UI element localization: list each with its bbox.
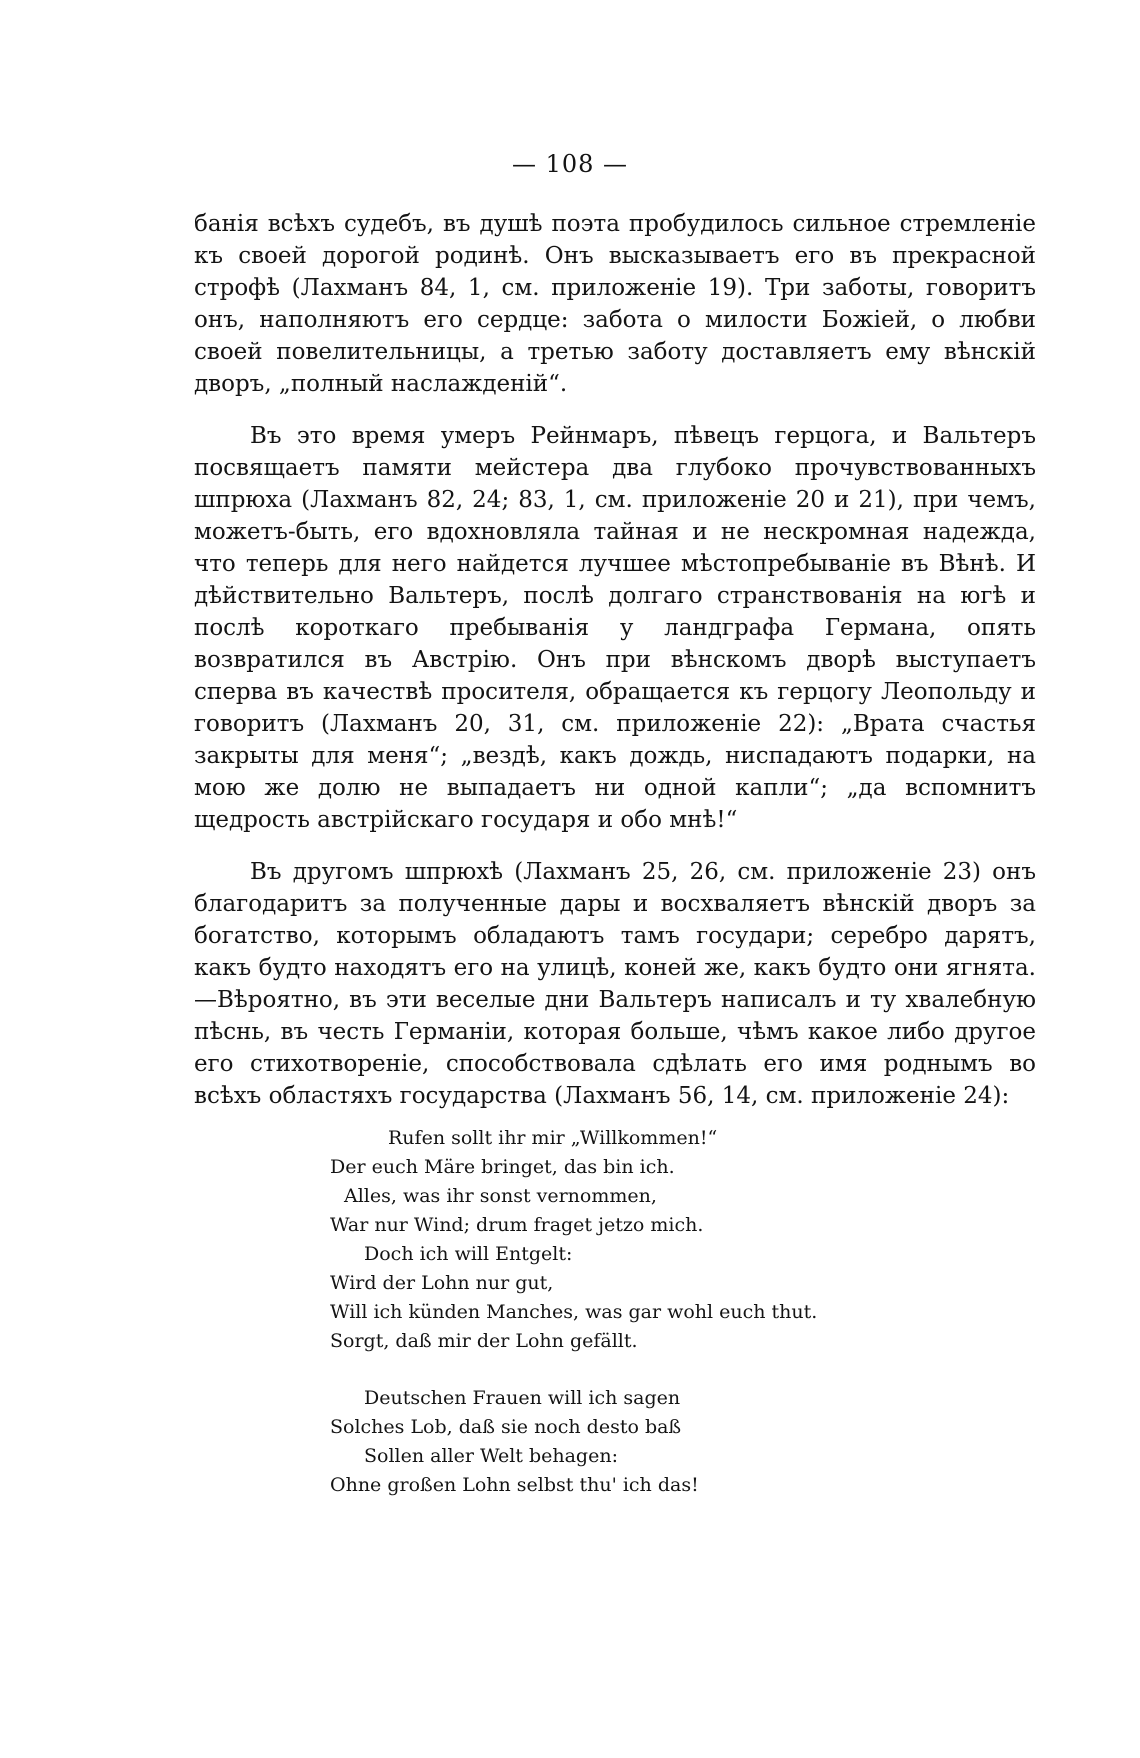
paragraph: Въ это время умеръ Рейнмаръ, пѣвецъ герцога, и Вальтеръ посвящаетъ памяти мейстера два глубоко прочувствованныхъ шпрюха (Лахманъ 82, 24; 83, 1, см. приложеніе 20 и 21), при чемъ, можетъ-быть, его вдохновляла тайная и не нескромная надежда, что теперь для него найдется лучшее мѣстопребываніе въ Вѣнѣ. И дѣйствительно Вальтеръ, послѣ долгаго странствованія на югѣ и послѣ короткаго пребыванія у ландграфа Германа, опять возвратился въ Австрію. Онъ при вѣнскомъ дворѣ выступаетъ сперва въ качествѣ просителя, обращается къ герцогу Леопольду и говоритъ (Лахманъ 20, 31, см. приложеніе 22): „Врата счастья закрыты для меня“; „вездѣ, какъ дождь, ниспадаютъ подарки, на мою же долю не выпадаетъ ни одной капли“; „да вспомнитъ щедрость австрійскаго государя и обо мнѣ!“: [194, 423, 1036, 833]
poem-line: Deutschen Frauen will ich sagen: [364, 1387, 681, 1409]
poem-stanza: [330, 1124, 890, 1356]
poem-line: Sorgt, daß mir der Lohn gefällt.: [330, 1330, 638, 1352]
page-number: — 108 —: [511, 150, 629, 178]
paragraph: Въ другомъ шпрюхѣ (Лахманъ 25, 26, см. приложеніе 23) онъ благодаритъ за полученные дары и восхваляетъ вѣнскій дворъ за богатство, которымъ обладаютъ тамъ государи; серебро дарятъ, какъ будто находятъ его на улицѣ, коней же, какъ будто они ягнята.—Вѣроятно, въ эти веселые дни Вальтеръ написалъ и ту хвалебную пѣснь, въ честь Германіи, которая больше, чѣмъ какое либо другое его стихотвореніе, способствовала сдѣлать его имя роднымъ во всѣхъ областяхъ государства (Лахманъ 56, 14, см. приложеніе 24):: [194, 859, 1036, 1109]
poem-line: Der euch Märe bringet, das bin ich.: [330, 1156, 675, 1178]
poem: [330, 1124, 890, 1528]
poem-line: War nur Wind; drum fraget jetzo mich.: [330, 1214, 704, 1236]
poem-line: Will ich künden Manches, was gar wohl euch thut.: [330, 1301, 818, 1323]
poem-line: Rufen sollt ihr mir „Willkommen!“: [388, 1127, 718, 1149]
poem-line: Sollen aller Welt behagen:: [364, 1445, 618, 1467]
poem-line: Alles, was ihr sonst vernommen,: [344, 1185, 657, 1207]
body-text: [194, 208, 1036, 1132]
poem-line: Ohne großen Lohn selbst thu' ich das!: [330, 1474, 699, 1496]
poem-line: Wird der Lohn nur gut,: [330, 1272, 554, 1294]
paragraph: банія всѣхъ судебъ, въ душѣ поэта пробудилось сильное стремленіе къ своей дорогой родинѣ. Онъ высказываетъ его въ прекрасной строфѣ (Лахманъ 84, 1, см. приложеніе 19). Три заботы, говоритъ онъ, наполняютъ его сердце: забота о милости Божіей, о любви своей повелительницы, а третью заботу доставляетъ ему вѣнскій дворъ, „полный наслажденій“.: [194, 211, 1036, 397]
poem-line: Doch ich will Entgelt:: [364, 1243, 573, 1265]
poem-stanza: [330, 1384, 890, 1500]
poem-line: Solches Lob, daß sie noch desto baß: [330, 1416, 682, 1438]
